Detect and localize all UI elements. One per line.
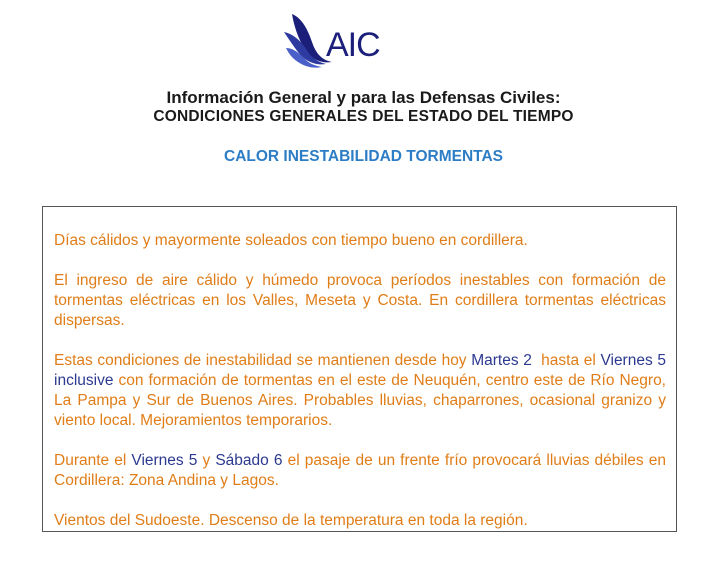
report-headline: CALOR INESTABILIDAD TORMENTAS [224,148,503,165]
report-paragraph-4-text-2: y [197,452,216,469]
report-paragraph-4-text-1: Durante el [54,452,132,469]
report-paragraph-1: Días cálidos y mayormente soleados con tiempo bueno en cordillera. [54,232,528,249]
report-date-sabado: Sábado 6 [215,452,283,469]
report-box [42,206,677,532]
report-paragraph-4-text-3: el pasaje de un frente frío provocará lluvias débiles en Cordillera: Zona Andina y Lagos. [54,452,666,489]
aic-logo [282,10,382,70]
report-date-viernes: Viernes 5 [131,452,198,469]
header-subtitle: CONDICIONES GENERALES DEL ESTADO DEL TIEMPO [153,108,574,125]
report-paragraph-3-text-2: hasta el [531,352,601,369]
report-paragraph-4 [54,451,666,491]
aic-logo-text: AIC [326,26,380,64]
report-date-martes: Martes 2 [471,352,532,369]
report-paragraph-3 [54,351,666,431]
report-paragraph-3-text-3: con formación de tormentas en el este de Neuquén, centro este de Río Negro, La Pampa y Sur de Buenos Aires. Probables lluvias, chaparrones, ocasional granizo y viento local. Mejoramientos temporarios. [54,372,666,429]
header-title: Información General y para las Defensas Civiles: [166,88,561,107]
report-paragraph-5: Vientos del Sudoeste. Descenso de la temperatura en toda la región. [54,512,528,529]
report-paragraph-2: El ingreso de aire cálido y húmedo provoca períodos inestables con formación de tormentas eléctricas en los Valles, Meseta y Costa. En cordillera tormentas eléctricas dispersas. [54,272,666,329]
report-date-viernes-inclusive: Viernes 5 inclusive [54,352,666,389]
report-paragraph-3-text-1: Estas condiciones de inestabilidad se mantienen desde hoy [54,352,472,369]
